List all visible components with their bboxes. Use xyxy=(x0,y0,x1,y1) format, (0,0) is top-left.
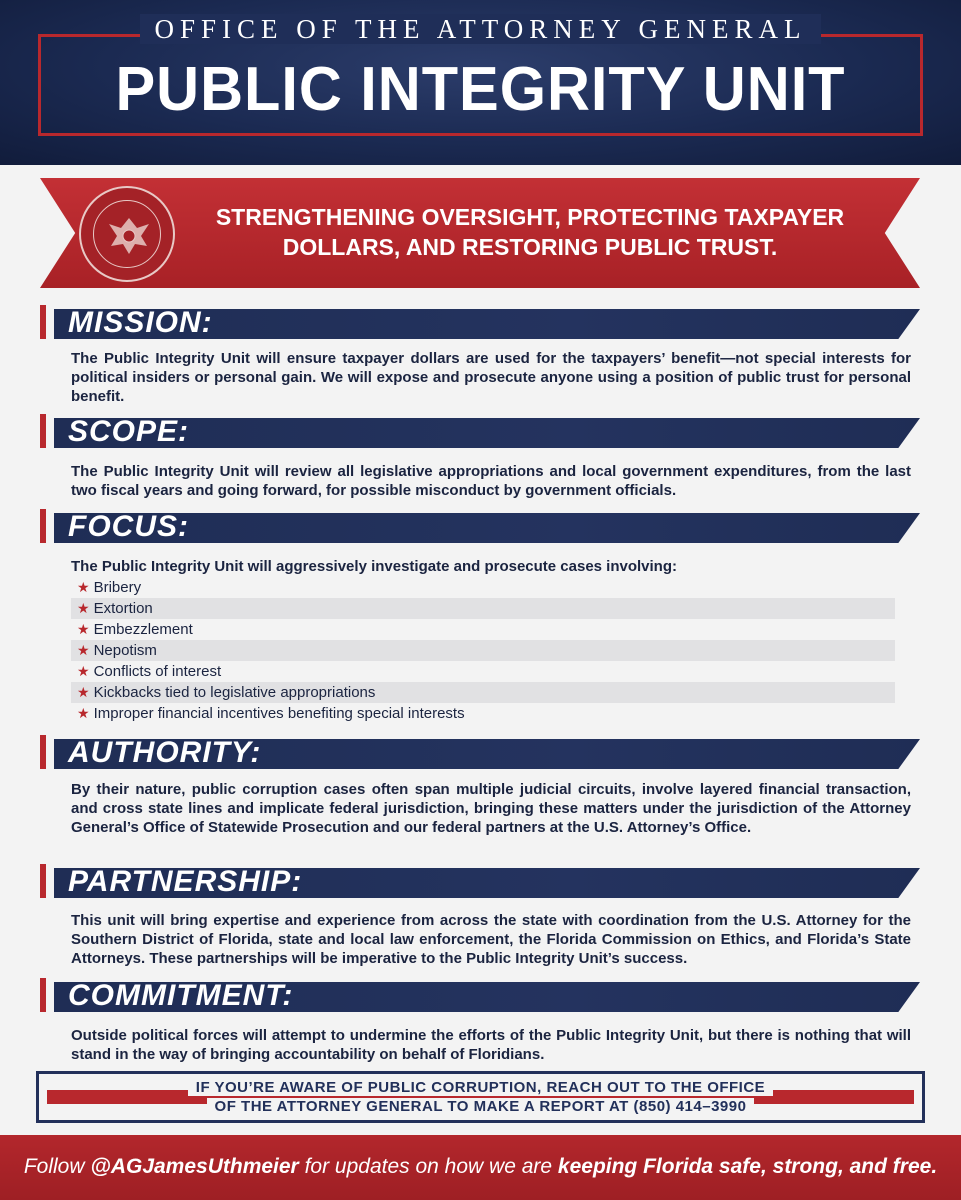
section-intro-focus: The Public Integrity Unit will aggressively investigate and prosecute cases involving: xyxy=(71,558,678,575)
section-body-mission: The Public Integrity Unit will ensure taxpayer dollars are used for the taxpayers’ benefit—not special interests for political insiders or personal gain. We will expose and prosecute anyone using a position of public trust for personal benefit. xyxy=(71,350,911,405)
section-title-focus: FOCUS: xyxy=(68,510,189,543)
star-icon: ★ xyxy=(77,663,90,679)
section-accent xyxy=(40,414,46,448)
section-header-scope xyxy=(40,414,920,448)
cta-line-1: IF YOU’RE AWARE OF PUBLIC CORRUPTION, REACH OUT TO THE OFFICE xyxy=(188,1079,773,1096)
star-icon: ★ xyxy=(77,705,90,721)
report-call-to-action xyxy=(36,1071,925,1123)
list-item xyxy=(71,703,895,724)
footer-suffix: . xyxy=(931,1155,938,1178)
list-item-label: Kickbacks tied to legislative appropriations xyxy=(93,684,376,701)
list-item xyxy=(71,661,895,682)
attorney-general-seal-icon xyxy=(79,186,175,282)
tagline-line-2: DOLLARS, AND RESTORING PUBLIC TRUST. xyxy=(282,234,778,260)
section-title-commitment: COMMITMENT: xyxy=(68,979,294,1012)
list-item xyxy=(71,577,895,598)
section-accent xyxy=(40,305,46,339)
header-kicker-text: OFFICE OF THE ATTORNEY GENERAL xyxy=(140,14,820,44)
page-title: PUBLIC INTEGRITY UNIT xyxy=(115,55,846,124)
star-icon: ★ xyxy=(77,579,90,595)
eagle-icon xyxy=(81,188,177,284)
section-title-scope: SCOPE: xyxy=(68,415,190,448)
cta-text xyxy=(39,1078,922,1116)
star-icon: ★ xyxy=(77,642,90,658)
section-accent xyxy=(40,735,46,769)
section-title-mission: MISSION: xyxy=(68,306,213,339)
list-item-label: Improper financial incentives benefiting special interests xyxy=(93,705,465,722)
section-accent xyxy=(40,978,46,1012)
section-header-partnership xyxy=(40,864,920,898)
list-item xyxy=(71,598,895,619)
focus-list xyxy=(71,577,895,724)
list-item-label: Bribery xyxy=(93,579,142,596)
section-body-authority: By their nature, public corruption cases often span multiple judicial circuits, involve layered financial transaction, and cross state lines and implicate federal jurisdiction, bringing these matters under the jurisdiction of the Attorney General’s Office of Statewide Prosecution and our federal partners at the U.S. Attorney’s Office. xyxy=(71,781,911,836)
section-body-partnership: This unit will bring expertise and experience from across the state with coordination from the U.S. Attorney for the Southern District of Florida, state and local law enforcement, the Florida Commission on Ethics, and Florida’s State Attorneys. These partnerships will be imperative to the Public Integrity Unit’s success. xyxy=(71,912,911,967)
star-icon: ★ xyxy=(77,621,90,637)
section-title-authority: AUTHORITY: xyxy=(68,736,262,769)
tagline xyxy=(180,202,880,262)
star-icon: ★ xyxy=(77,684,90,700)
section-body-scope: The Public Integrity Unit will review all legislative appropriations and local government expenditures, from the last two fiscal years and going forward, for possible misconduct by government officials. xyxy=(71,463,911,499)
header-kicker xyxy=(0,14,961,45)
footer-emphasis: keeping Florida safe, strong, and free xyxy=(557,1155,932,1178)
section-accent xyxy=(40,864,46,898)
section-header-focus xyxy=(40,509,920,543)
cta-line-2: OF THE ATTORNEY GENERAL TO MAKE A REPORT AT (850) 414–3990 xyxy=(207,1098,755,1115)
section-header-commitment xyxy=(40,978,920,1012)
footer-prefix: Follow xyxy=(23,1155,91,1178)
section-header-mission xyxy=(40,305,920,339)
list-item xyxy=(71,682,895,703)
section-body-commitment: Outside political forces will attempt to undermine the efforts of the Public Integrity Unit, but there is nothing that will stand in the way of bringing accountability on behalf of Floridians. xyxy=(71,1027,911,1063)
star-icon: ★ xyxy=(77,600,90,616)
footer-text xyxy=(0,1155,961,1179)
section-header-authority xyxy=(40,735,920,769)
list-item-label: Conflicts of interest xyxy=(93,663,222,680)
social-handle-link[interactable]: @AGJamesUthmeier xyxy=(90,1155,299,1178)
list-item-label: Nepotism xyxy=(93,642,157,659)
section-accent xyxy=(40,509,46,543)
footer xyxy=(0,1135,961,1200)
section-title-partnership: PARTNERSHIP: xyxy=(68,865,303,898)
footer-middle: for updates on how we are xyxy=(298,1155,558,1178)
list-item xyxy=(71,619,895,640)
tagline-line-1: STRENGTHENING OVERSIGHT, PROTECTING TAXPAYER xyxy=(215,204,845,230)
list-item xyxy=(71,640,895,661)
list-item-label: Embezzlement xyxy=(93,621,193,638)
header xyxy=(0,0,961,165)
list-item-label: Extortion xyxy=(93,600,153,617)
